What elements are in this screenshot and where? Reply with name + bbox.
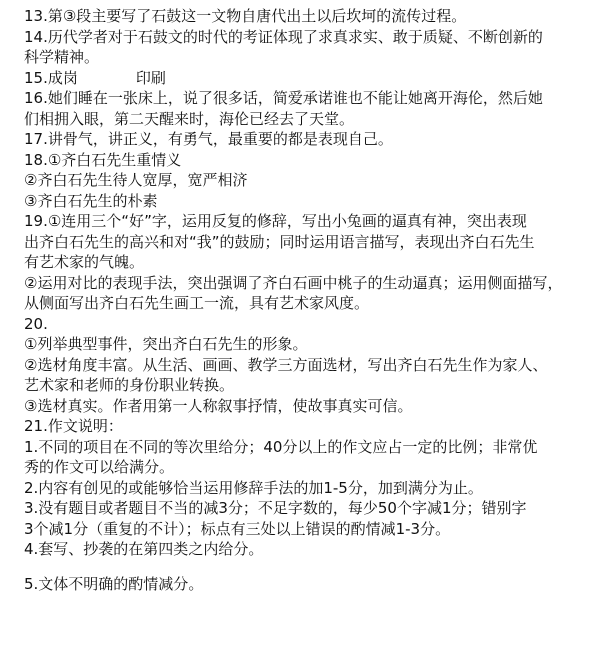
answer-21-rule-3-line-1: 3.没有题目或者题目不当的减3分；不足字数的，每少50个字减1分；错别字 xyxy=(24,499,527,517)
answer-18-item-1: 18.①齐白石先生重情义 xyxy=(24,150,182,169)
answer-20-item-3: ③选材真实。作者用第一人称叙事抒情，使故事真实可信。 xyxy=(24,396,413,415)
answer-19-item-1-line-3: 有艺术家的气魄。 xyxy=(24,253,145,271)
answer-15-word-2: 印刷 xyxy=(135,68,166,87)
answer-14-line-1: 14.历代学者对于石鼓文的时代的考证体现了求真求实、敢于质疑、不断创新的 xyxy=(24,27,543,46)
answer-document xyxy=(24,6,594,594)
answer-16-line-2: 们相拥入眼，第二天醒来时，海伦已经去了天堂。 xyxy=(24,109,355,128)
answer-21-rule-1-line-2: 秀的作文可以给满分。 xyxy=(24,458,175,476)
answer-20-number: 20. xyxy=(24,314,48,333)
answer-20-item-2-line-2: 艺术家和老师的身份职业转换。 xyxy=(24,376,235,394)
answer-21-rule-2: 2.内容有创见的或能够恰当运用修辞手法的加1-5分，加到满分为止。 xyxy=(24,478,483,497)
answer-14-line-2: 科学精神。 xyxy=(24,48,100,66)
answer-15 xyxy=(24,68,594,89)
answer-13: 13.第③段主要写了石鼓这一文物自唐代出土以后坎坷的流传过程。 xyxy=(24,7,467,25)
answer-20-item-2-line-1: ②选材角度丰富。从生活、画画、教学三方面选材，写出齐白石先生作为家人、 xyxy=(24,355,548,374)
answer-21-rule-1-line-1: 1.不同的项目在不同的等次里给分；40分以上的作文应占一定的比例；非常优 xyxy=(24,437,538,456)
answer-18-item-2: ②齐白石先生待人宽厚，宽严相济 xyxy=(24,171,248,189)
answer-19-item-1-line-1: 19.①连用三个“好”字，运用反复的修辞，写出小兔画的逼真有神，突出表现 xyxy=(24,212,527,230)
answer-20-item-1: ①列举典型事件，突出齐白石先生的形象。 xyxy=(24,335,308,353)
answer-21-rule-3-line-2: 3个减1分（重复的不计）；标点有三处以上错误的酌情减1-3分。 xyxy=(24,519,451,538)
answer-19-item-2-line-1: ②运用对比的表现手法，突出强调了齐白石画中桃子的生动逼真；运用侧面描写， xyxy=(24,273,563,292)
answer-21-rule-4: 4.套写、抄袭的在第四类之内给分。 xyxy=(24,540,264,558)
answer-21-rule-5: 5.文体不明确的酌情减分。 xyxy=(24,574,204,593)
answer-17: 17.讲骨气，讲正义，有勇气，最重要的都是表现自己。 xyxy=(24,130,393,148)
answer-19-item-2-line-2: 从侧面写出齐白石先生画工一流，具有艺术家风度。 xyxy=(24,294,370,312)
answer-15-word-1: 成岗 xyxy=(47,68,78,87)
answer-18-item-3: ③齐白石先生的朴素 xyxy=(24,191,158,210)
answer-16-line-1: 16.她们睡在一张床上，说了很多话，简爱承诺谁也不能让她离开海伦，然后她 xyxy=(24,89,543,107)
answer-19-item-1-line-2: 出齐白石先生的高兴和对“我”的鼓励；同时运用语言描写，表现出齐白石先生 xyxy=(24,232,535,251)
answer-21-heading: 21.作文说明： xyxy=(24,417,123,435)
blank-gap xyxy=(24,560,594,574)
answer-15-number: 15. xyxy=(24,68,48,87)
